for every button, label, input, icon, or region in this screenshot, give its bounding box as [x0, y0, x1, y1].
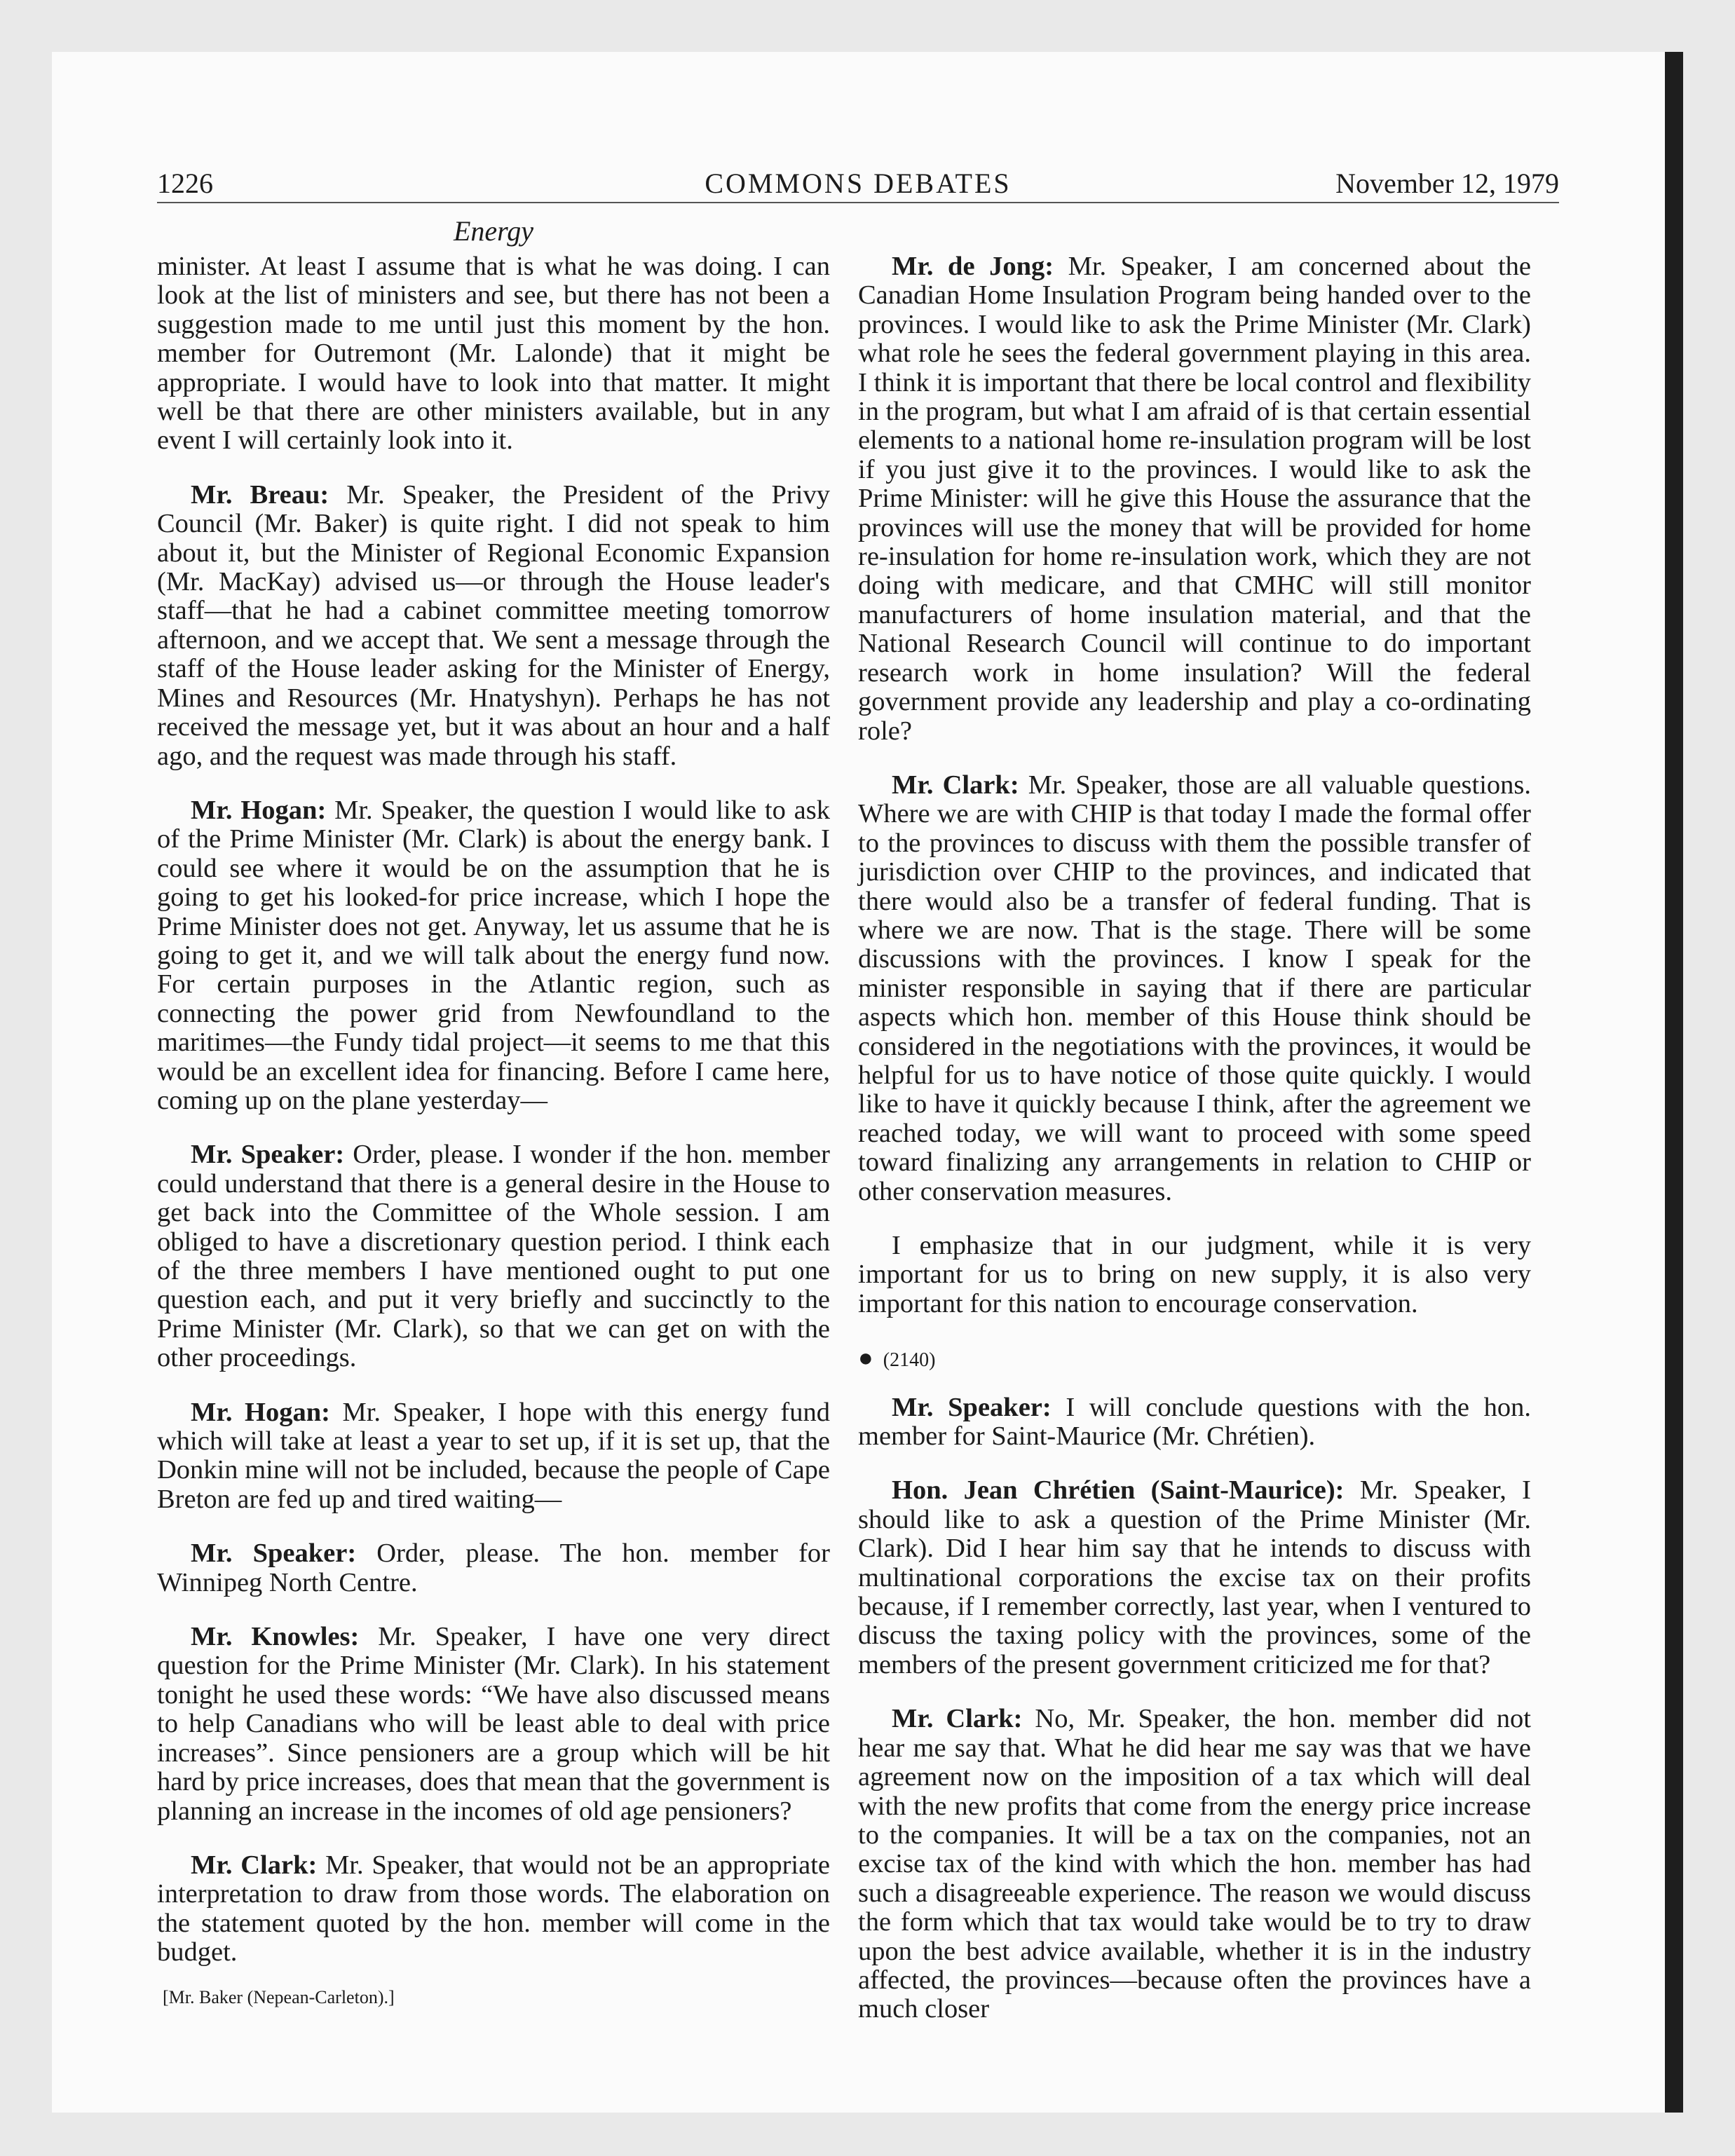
speaker-name: Mr. Hogan: — [191, 1397, 330, 1427]
speech-text: Mr. Speaker, those are all valuable questions. Where we are with CHIP is that today I made the formal offer to the provinces to discuss with them the possible transfer of jurisdiction over CHIP to the provinces, and indicated that there would also be a transfer of federal funding. That is where we are now. That is the stage. There will be some discussions with the provinces. I know I speak for the minister responsible in saying that if there are particular aspects which hon. member of this House think should be considered in the negotiations with the provinces, it would be helpful for us to have notice of those quite quickly. I would like to have it quickly because I think, after the agreement we reached today, we will want to proceed with some speed toward finalizing any arrangements in relation to CHIP or other conservation measures. — [858, 770, 1531, 1206]
subject-heading: Energy — [453, 215, 534, 247]
time-stamp: (2140) — [883, 1349, 936, 1372]
speaker-name: Mr. Speaker: — [191, 1538, 357, 1569]
speaker-name: Mr. de Jong: — [892, 252, 1054, 281]
speech-paragraph — [157, 796, 830, 1115]
speech-paragraph — [157, 1398, 830, 1515]
speech-paragraph — [157, 481, 830, 771]
header-rule — [157, 202, 1559, 203]
page-header — [157, 160, 1559, 202]
speech-text: Mr. Speaker, that would not be an appropriate interpretation to draw from those words. The elaboration on the statement quoted by the hon. member will come in the budget. — [157, 1850, 830, 1967]
time-marker — [858, 1344, 1531, 1374]
speech-paragraph — [157, 1851, 830, 1967]
speech-paragraph — [858, 1393, 1531, 1452]
speech-paragraph — [858, 1476, 1531, 1679]
page-number: 1226 — [157, 168, 213, 199]
publication-date: November 12, 1979 — [1335, 168, 1559, 199]
speech-text: Mr. Speaker, I hope with this energy fund which will take at least a year to set up, if it is set up, that the Donkin mine will not be included, because the people of Cape Breton are fed up and tired waiting— — [157, 1397, 830, 1514]
speech-text: Order, please. I wonder if the hon. member could understand that there is a general desire in the House to get back into the Committee of the Whole session. I am obliged to have a discretionary question period. I think each of the three members I have mentioned ought to put one question each, and put it very briefly and succinctly to the Prime Minister (Mr. Clark), so that we can get on with the other proceedings. — [157, 1140, 830, 1373]
speaker-name: Mr. Speaker: — [191, 1140, 345, 1170]
bullet-icon: ● — [858, 1344, 873, 1372]
speech-paragraph — [157, 1140, 830, 1372]
paragraph: I emphasize that in our judgment, while it is very important for us to bring on new supply, it is also very important for this nation to encourage conservation. — [858, 1231, 1531, 1318]
binding-edge — [1665, 52, 1683, 2113]
speech-text: Order, please. The hon. member for Winnipeg North Centre. — [157, 1538, 830, 1597]
speaker-name: Hon. Jean Chrétien (Saint-Maurice): — [892, 1475, 1345, 1506]
speech-text: Mr. Speaker, the President of the Privy Council (Mr. Baker) is quite right. I did not speak to him about it, but the Minister of Regional Economic Expansion (Mr. MacKay) advised us—or through the House leader's staff—that he had a cabinet committee meeting tomorrow afternoon, and we accept that. We sent a message through the staff of the House leader asking for the Minister of Energy, Mines and Resources (Mr. Hnatyshyn). Perhaps he has not received the message yet, but it was about an hour and a half ago, and the request was made through his staff. — [157, 479, 830, 771]
speech-text: Mr. Speaker, I should like to ask a question of the Prime Minister (Mr. Clark). Did I hear him say that he intends to discuss with multinational corporations the excise tax on their profits because, if I remember correctly, last year, when I ventured to discuss the taxing policy with the provinces, some of the members of the present government criticized me for that? — [858, 1475, 1531, 1679]
speech-paragraph — [858, 252, 1531, 746]
speaker-name: Mr. Speaker: — [892, 1392, 1052, 1422]
right-column — [858, 252, 1531, 2049]
speech-paragraph — [858, 1705, 1531, 2024]
speech-paragraph — [157, 1623, 830, 1826]
speaker-name: Mr. Clark: — [892, 1704, 1023, 1734]
speaker-name: Mr. Knowles: — [191, 1622, 360, 1652]
speech-text: Mr. Speaker, I am concerned about the Canadian Home Insulation Program being handed over to the provinces. I would like to ask the Prime Minister (Mr. Clark) what role he sees the federal government playing in this area. I think it is important that there be local control and flexibility in the program, but what I am afraid of is that certain essential elements to a national home re-insulation program will be lost if you just give it to the provinces. I would like to ask the Prime Minister: will he give this House the assurance that the provinces will use the money that will be provided for home re-insulation for home re-insulation work, which they are not doing with medicare, and that CMHC will still monitor manufacturers of home insulation material, and that the National Research Council will continue to do important research work in home insulation? Will the federal government provide any leadership and play a co-ordinating role? — [858, 252, 1532, 746]
paragraph: minister. At least I assume that is what he was doing. I can look at the list of ministers and see, but there has not been a suggestion made to me until just this moment by the hon. member for Outremont (Mr. Lalonde) that it might be appropriate. I would have to look into that matter. It might well be that there are other ministers available, but in any event I will certainly look into it. — [157, 252, 830, 456]
speech-text: No, Mr. Speaker, the hon. member did not hear me say that. What he did hear me say was that we have agreement now on the imposition of a tax which will deal with the new profits that come from the energy price increase to the companies. It will be a tax on the companies, not an excise tax of the kind with which the hon. member has had such a disagreeable experience. The reason we would discuss the form which that tax would take would be to try to draw upon the best advice available, whether it is in the industry affected, the provinces—because often the provinces have a much closer — [858, 1704, 1531, 2024]
left-column — [157, 252, 830, 2012]
speech-text: Mr. Speaker, I have one very direct question for the Prime Minister (Mr. Clark). In his statement tonight he used these words: “We have also discussed means to help Canadians who will be least able to deal with price increases”. Since pensioners are a group which will be hit hard by price increases, does that mean that the government is planning an increase in the incomes of old age pensioners? — [157, 1622, 830, 1826]
speech-text: Mr. Speaker, the question I would like to ask of the Prime Minister (Mr. Clark) is about the energy bank. I could see where it would be on the assumption that he is going to get his looked-for price increase, which I hope the Prime Minister does not get. Anyway, let us assume that he is going to get it, and we will talk about the energy fund now. For certain purposes in the Atlantic region, such as connecting the power grid from Newfoundland to the maritimes—the Fundy tidal project—it seems to me that this would be an excellent idea for financing. Before I came here, coming up on the plane yesterday— — [157, 795, 830, 1115]
speech-text: I will conclude questions with the hon. member for Saint-Maurice (Mr. Chrétien). — [858, 1392, 1531, 1452]
speech-paragraph — [157, 1539, 830, 1597]
speaker-name: Mr. Clark: — [191, 1850, 318, 1880]
speaker-name: Mr. Clark: — [892, 770, 1019, 800]
speaker-name: Mr. Hogan: — [191, 795, 327, 825]
publication-title: COMMONS DEBATES — [705, 168, 1012, 199]
speech-paragraph — [858, 771, 1531, 1206]
speaker-footnote: [Mr. Baker (Nepean-Carleton).] — [163, 1986, 395, 2007]
speaker-name: Mr. Breau: — [191, 479, 329, 510]
